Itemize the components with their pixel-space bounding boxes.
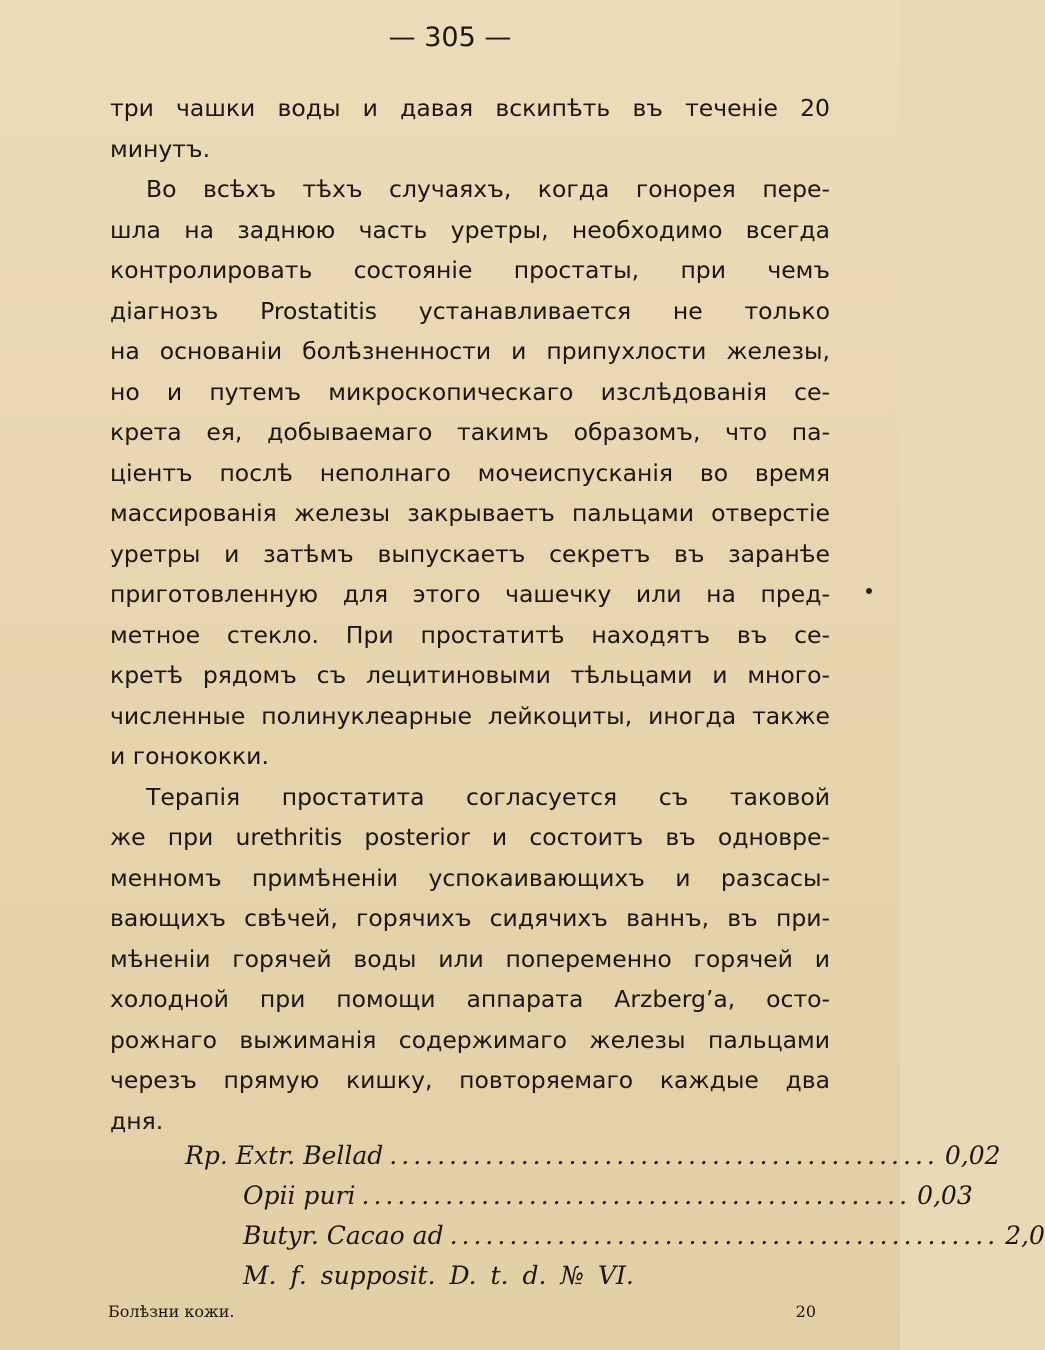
text-line: уретры и затѣмъ выпускаетъ секретъ въ заранѣе — [110, 539, 830, 568]
sheet-number: 20 — [795, 1302, 816, 1321]
recipe-item-dose: 2,0 — [1005, 1221, 1045, 1250]
text-line: на основаніи болѣзненности и припухлости железы, — [110, 337, 830, 365]
recipe-item-name: Opii puri — [243, 1181, 356, 1210]
text-line: же при urethritis posterior и состоитъ въ одновре- — [110, 823, 830, 851]
text-line: менномъ примѣненіи успокаивающихъ и разсасы- — [110, 863, 830, 892]
text-line: приготовленную для этого чашечку или на пред- — [110, 580, 830, 608]
recipe-line — [185, 1216, 1045, 1256]
text-line: массированія железы закрываетъ пальцами отверстіе — [110, 499, 830, 527]
text-line: мѣненіи горячей воды или попеременно горячей и — [110, 944, 830, 973]
recipe-line — [185, 1176, 973, 1216]
leader-dots: .............................................. — [389, 1141, 939, 1170]
text-line: Во всѣхъ тѣхъ случаяхъ, когда гонорея пере- — [146, 175, 830, 203]
text-line: вающихъ свѣчей, горячихъ сидячихъ ваннъ, въ при- — [110, 904, 830, 932]
text-line: численные полинуклеарные лейкоциты, иногда также — [110, 701, 830, 730]
text-line: холодной при помощи аппарата Arzberg’a, осто- — [110, 985, 830, 1013]
text-line: діагнозъ Prostatitis устанавливается не только — [110, 296, 830, 325]
recipe-item-dose: 0,03 — [917, 1181, 973, 1210]
text-line: три чашки воды и давая вскипѣть въ теченіе 20 — [110, 94, 830, 122]
text-line: контролировать состояніе простаты, при чемъ — [110, 256, 830, 284]
text-line: Терапія простатита согласуется съ таковой — [146, 782, 830, 811]
text-line: крета ея, добываемаго такимъ образомъ, что па- — [110, 418, 830, 446]
recipe-item-name: Butyr. Cacao ad — [243, 1221, 444, 1250]
page-number: — 305 — — [388, 22, 512, 53]
leader-dots: .............................................. — [361, 1181, 912, 1210]
recipe-prefix: Rp. — [185, 1141, 228, 1170]
recipe-item-dose: 0,02 — [944, 1141, 1001, 1170]
page-footer — [108, 1302, 816, 1321]
text-line: минутъ. — [110, 134, 211, 163]
recipe-item-name: Extr. Bellad — [235, 1141, 384, 1170]
text-line: но и путемъ микроскопическаго изслѣдованія се- — [110, 377, 830, 406]
margin-mark — [866, 588, 872, 594]
recipe-line — [185, 1136, 1001, 1176]
recipe-signature: M. f. supposit. D. t. d. № VI. — [243, 1261, 634, 1290]
recipe-block — [185, 1136, 1045, 1296]
text-line: черезъ прямую кишку, повторяемаго каждые два — [110, 1066, 830, 1094]
text-line: и гонококки. — [110, 742, 269, 770]
text-line: ціентъ послѣ неполнаго мочеиспусканія во время — [110, 458, 830, 487]
text-line: рожнаго выжиманія содержимаго железы пальцами — [110, 1025, 830, 1054]
body-text — [110, 88, 830, 1141]
text-line: кретѣ рядомъ съ лецитиновыми тѣльцами и много- — [110, 661, 830, 689]
text-line: метное стекло. При простатитѣ находятъ въ се- — [110, 620, 830, 649]
text-line: дня. — [110, 1106, 164, 1135]
signature-mark: Болѣзни кожи. — [108, 1302, 235, 1321]
text-line: шла на заднюю часть уретры, необходимо всегда — [110, 215, 830, 244]
leader-dots: .............................................. — [449, 1221, 1000, 1250]
